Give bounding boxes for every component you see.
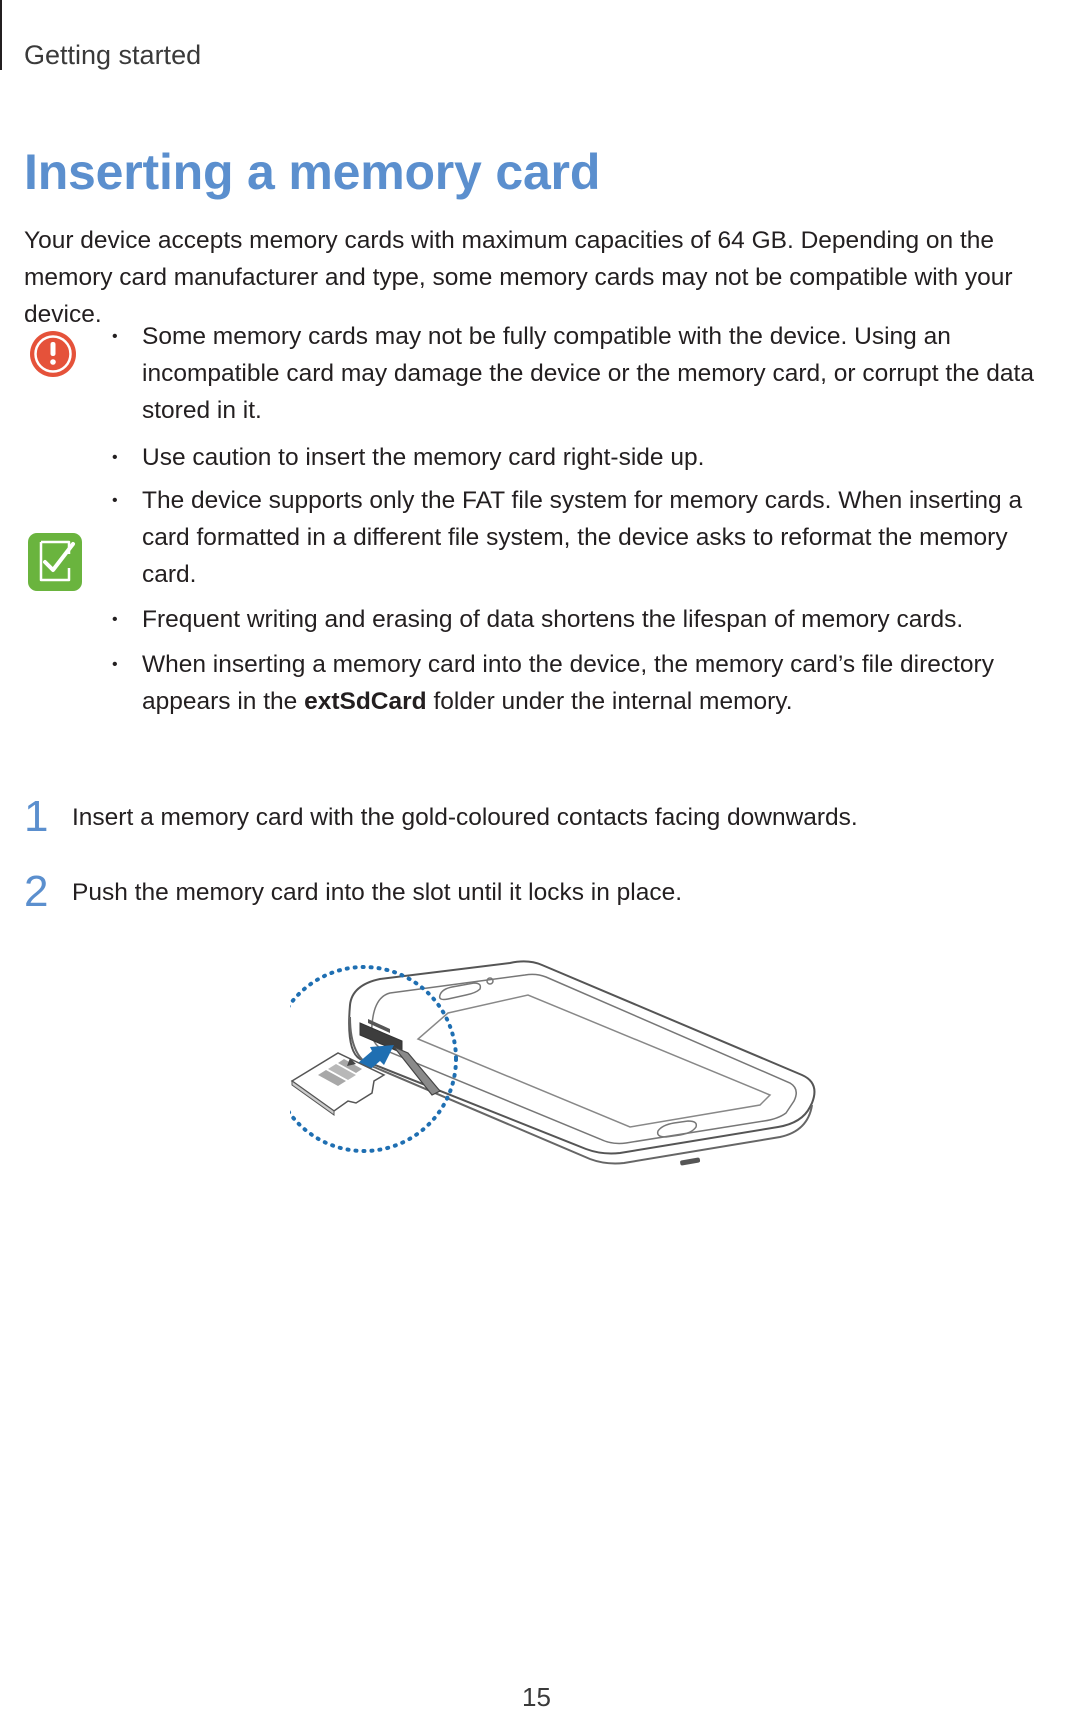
list-item: [108, 482, 1068, 593]
tip-check-icon: [27, 532, 83, 592]
list-item-line: • Frequent writing and erasing of data shortens the lifespan of memory cards.: [142, 606, 964, 633]
intro-line: Your device accepts memory cards with maximum capacities of 64 GB. Depending on the: [24, 227, 995, 254]
list-item: [108, 439, 1068, 476]
list-item-line: [142, 683, 1068, 720]
list-item-line: incompatible card may damage the device or the memory card, or corrupt the data: [142, 360, 1034, 387]
list-item-line: • Some memory cards may not be fully compatible with the device. Using an: [142, 323, 951, 350]
intro-paragraph: [24, 222, 1064, 333]
intro-line: memory card manufacturer and type, some memory cards may not be compatible with your: [24, 264, 1013, 291]
step-text: Insert a memory card with the gold-coloured contacts facing downwards.: [72, 804, 858, 831]
step-text: Push the memory card into the slot until it locks in place.: [72, 879, 683, 906]
section-title: Getting started: [24, 40, 202, 70]
intro-line: device.: [24, 301, 102, 328]
list-item-line: card formatted in a different file system, the device asks to reformat the memory: [142, 524, 1008, 551]
list-item: [108, 601, 1068, 638]
warning-list: [108, 318, 1068, 476]
page-number: 15: [522, 1682, 551, 1712]
inline-text: folder under the internal memory.: [426, 688, 793, 715]
list-item: [108, 318, 1068, 429]
memory-card-insertion-illustration: [290, 955, 820, 1215]
tip-list: [108, 482, 1068, 720]
page-title: Inserting a memory card: [24, 144, 601, 200]
warning-icon: [27, 328, 79, 380]
charging-port-icon: [680, 1157, 701, 1165]
list-item-line: stored in it.: [142, 397, 262, 424]
step-number: 1: [24, 792, 49, 841]
step-number: 2: [24, 867, 49, 916]
list-item-line: card.: [142, 561, 197, 588]
list-item-line: • The device supports only the FAT file system for memory cards. When inserting a: [142, 487, 1023, 514]
list-item-line: • Use caution to insert the memory card right-side up.: [142, 444, 705, 471]
header-rule: [0, 0, 2, 70]
list-item-line: • When inserting a memory card into the device, the memory card’s file directory: [142, 651, 994, 678]
inline-text: appears in the: [142, 688, 305, 715]
list-item: [108, 646, 1068, 720]
folder-name: extSdCard: [304, 688, 427, 715]
